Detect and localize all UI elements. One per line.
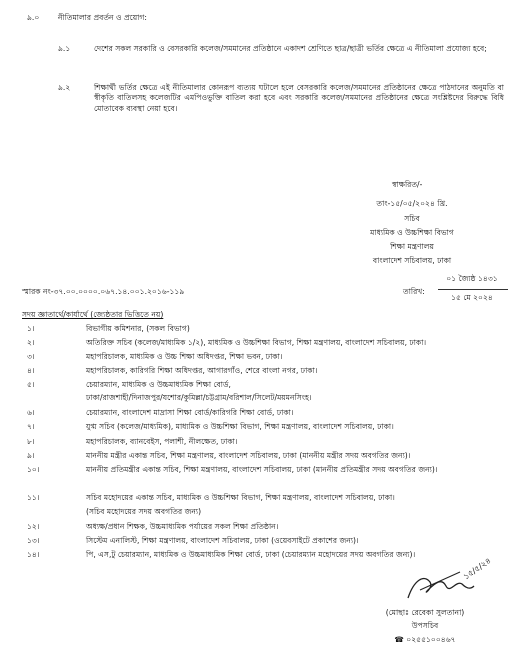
signatory-phone: ০২৫৫১০০৪৬৭ (406, 634, 456, 644)
date-bangla: ০১ জ্যৈষ্ঠ ১৪৩১ (446, 274, 498, 283)
handwritten-date: ১৫/৫/২৪ (461, 555, 493, 582)
clause-text: দেশের সকল সরকারি ও বেসরকারি কলেজ/সমমানের প্রতিষ্ঠানে একাদশ শ্রেণিতে ছাত্র/ছাত্রী ভর্তির ক্ষেত্রে এ নীতিমালা প্রযোজ্য হবে; (94, 44, 487, 53)
office-name: বাংলাদেশ সচিবালয়, ঢাকা (372, 256, 452, 266)
signatory-name: (মোছাঃ রেবেকা সুলতানা) (385, 608, 465, 617)
date-english: ১৫ মে ২০২৪ (451, 293, 493, 302)
date-divider (438, 289, 508, 290)
signatory-designation: উপসচিব (411, 621, 439, 631)
signed-mark: স্বাক্ষরিত/- (392, 180, 423, 189)
signature-block (322, 180, 502, 267)
section-title: নীতিমালার প্রবর্তন ও প্রয়োগ: (58, 13, 147, 22)
signatory-block (340, 608, 510, 645)
memo-number: স্মারক নং-৩৭.০০.০০০০.০৬৭.১৪.০০১.২০১৬-১১৯ (22, 287, 185, 296)
phone-icon: ☎ (394, 634, 407, 644)
sign-date: তাং-১৫/০৫/২০২৪ খ্রি. (376, 199, 448, 209)
clause-text: শিক্ষার্থী ভর্তির ক্ষেত্রে এই নীতিমালার কোনরূপ ব্যত্যয় ঘটালে হলে বেসরকারি কলেজ/সমমানের প্রতিষ্ঠানের ক্ষেত্রে পাঠদানের অনুমতি বা স্বীকৃতি বাতিলসহ কলেজটির এমপিওভুক্তি বাতিল করা হবে এবং সরকারি কলেজ/সমমানের প্রতিষ্ঠানের ক্ষেত্রে সংশ্লিষ্টদের বিরুদ্ধে বিধি মোতাবেক ব্যবস্থা নেয়া হবে। (94, 83, 504, 113)
ministry-name: শিক্ষা মন্ত্রণালয় (390, 242, 434, 251)
date-label: তারিখ: (403, 287, 425, 296)
clause-number: ৯.১ (58, 44, 71, 53)
section-number: ৯.০ (27, 13, 40, 22)
handwritten-signature (400, 555, 510, 610)
clause-number: ৯.২ (58, 83, 71, 92)
secretary-title: সচিব (404, 213, 420, 223)
signatory-phone-row (340, 635, 510, 645)
division-name: মাধ্যমিক ও উচ্চশিক্ষা বিভাগ (370, 227, 454, 237)
distribution-heading: সদয় জ্ঞাতার্থে/কার্যার্থে (জ্যেষ্ঠতার ভিত্তিতে নয়) (22, 310, 164, 319)
